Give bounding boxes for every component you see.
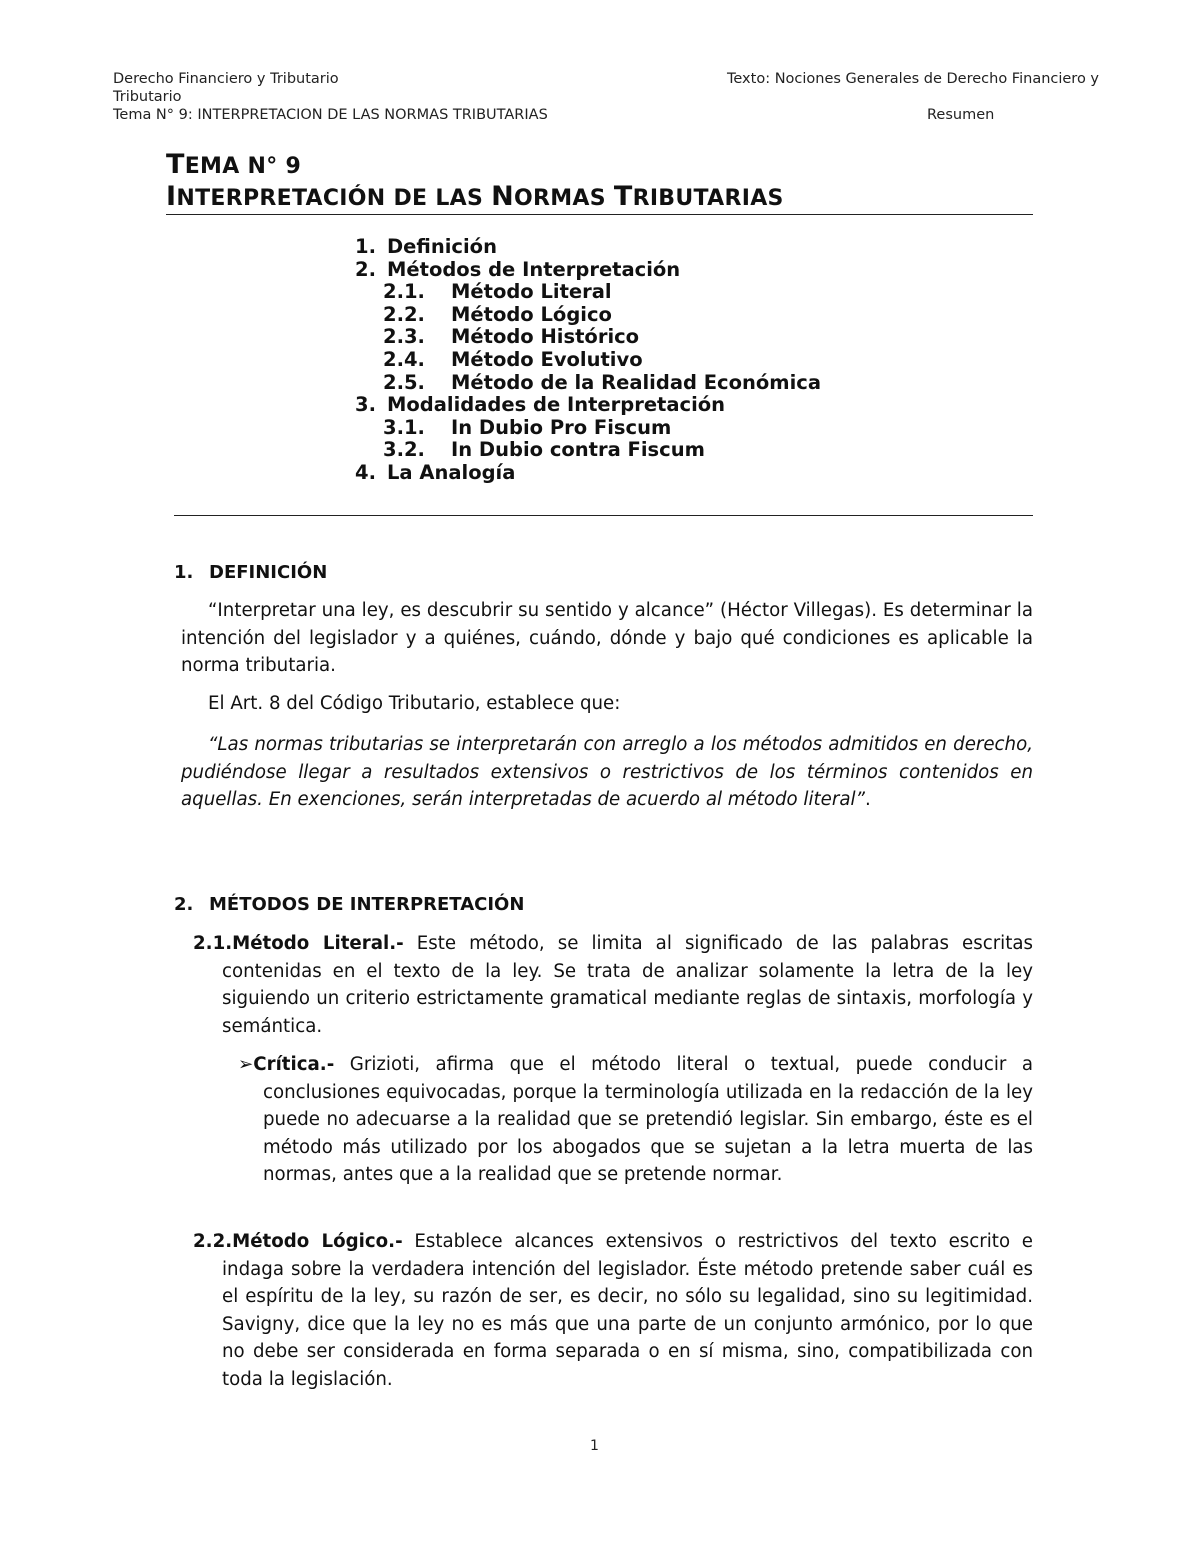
toc-item-label: Método Literal	[451, 280, 612, 304]
toc-item-number: 2.1.	[383, 280, 425, 304]
method-literal-label: 2.1.Método Literal.-	[193, 933, 404, 954]
header-text-reference: Texto: Nociones Generales de Derecho Financiero y	[727, 71, 1100, 87]
toc-item-number: 2.	[355, 257, 376, 281]
title-divider	[166, 214, 1033, 215]
toc-item-number: 3.	[355, 393, 376, 417]
toc-item-number: 2.2.	[383, 302, 425, 326]
critica-label: Crítica.-	[253, 1054, 335, 1075]
article-quote: “Las normas tributarias se interpretarán con arreglo a los métodos admitidos en derecho, pudiéndose llegar a resultados extensivos o restrictivos de los términos contenidos en aquellas. En exenciones, serán interpretadas de acuerdo al método literal”.	[181, 734, 1033, 810]
header-topic: Tema N° 9: INTERPRETACION DE LAS NORMAS TRIBUTARIAS	[113, 107, 548, 123]
toc-item-label: Modalidades de Interpretación	[387, 393, 726, 417]
toc-item-number: 2.3.	[383, 325, 425, 349]
toc-item-label: Método de la Realidad Económica	[451, 370, 822, 394]
toc-item-label: La Analogía	[387, 460, 516, 484]
toc-item-number: 1.	[355, 235, 376, 258]
toc-item-label: Definición	[387, 235, 497, 258]
toc-item-label: In Dubio contra Fiscum	[451, 438, 705, 462]
toc-divider	[174, 515, 1033, 516]
toc-item-label: Método Evolutivo	[451, 347, 643, 371]
header-document-type: Resumen	[927, 107, 995, 123]
toc-item-number: 2.5.	[383, 370, 425, 394]
toc-item-number: 3.1.	[383, 415, 425, 439]
document-title-line-2: INTERPRETACIÓN DE LAS NORMAS TRIBUTARIAS	[166, 181, 784, 212]
toc-item-number: 4.	[355, 460, 376, 484]
method-literal-paragraph: 2.1.Método Literal.- Este método, se limita al significado de las palabras escritas contenidas en el texto de la ley. Se trata de analizar solamente la letra de la ley siguiendo un criterio estrictamente gramatical mediante reglas de sintaxis, morfología y semántica.	[193, 933, 1033, 1037]
header-course: Derecho Financiero y Tributario	[113, 71, 339, 87]
arrow-bullet-icon: ➢	[238, 1054, 254, 1075]
method-logico-label: 2.2.Método Lógico.-	[193, 1231, 403, 1252]
article-intro-paragraph: El Art. 8 del Código Tributario, establece que:	[208, 693, 621, 714]
toc-item-number: 2.4.	[383, 347, 425, 371]
toc-item-label: Método Histórico	[451, 325, 640, 349]
definition-paragraph: “Interpretar una ley, es descubrir su sentido y alcance” (Héctor Villegas). Es determinar la intención del legislador y a quiénes, cuándo, dónde y bajo qué condiciones es aplicable la norma tributaria.	[181, 600, 1033, 676]
header-text-reference-continued: Tributario	[113, 89, 182, 105]
critica-paragraph: ➢Crítica.- Grizioti, afirma que el método literal o textual, puede conducir a conclusiones equivocadas, porque la terminología utilizada en la redacción de la ley puede no adecuarse a la realidad que se pretendió legislar. Sin embargo, éste es el método más utilizado por los abogados que se sujetan a la letra muerta de las normas, antes que a la realidad que se pretende normar.	[238, 1054, 1033, 1185]
document-title-line-1	[166, 149, 302, 180]
toc-item-label: Métodos de Interpretación	[387, 257, 681, 281]
toc-item-label: In Dubio Pro Fiscum	[451, 415, 672, 439]
title-initial: T	[166, 149, 185, 180]
toc-item-number: 3.2.	[383, 438, 425, 462]
method-logico-paragraph: 2.2.Método Lógico.- Establece alcances extensivos o restrictivos del texto escrito e indaga sobre la verdadera intención del legislador. Éste método pretende saber cuál es el espíritu de la ley, su razón de ser, es decir, no sólo su legalidad, sino su legitimidad. Savigny, dice que la ley no es más que una parte de un conjunto armónico, por lo que no debe ser considerada en forma separada o en sí misma, sino, compatibilizada con toda la legislación.	[193, 1231, 1034, 1390]
title-rest: EMA N° 9	[184, 154, 302, 179]
page-number: 1	[590, 1438, 599, 1454]
toc-item-label: Método Lógico	[451, 302, 612, 326]
